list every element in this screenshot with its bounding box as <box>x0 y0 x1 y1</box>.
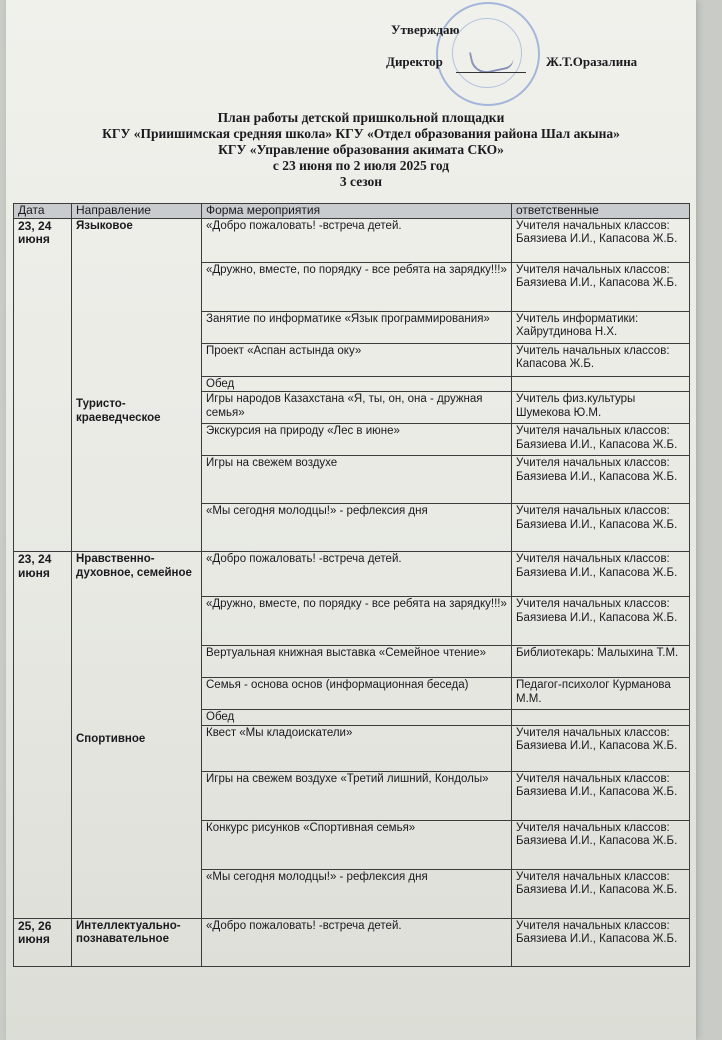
responsible-cell: Учителя начальных классов: Баязиева И.И., Капасова Ж.Б. <box>512 869 690 918</box>
responsible-cell: Учителя начальных классов: Баязиева И.И., Капасова Ж.Б. <box>512 725 690 771</box>
responsible-cell: Учителя начальных классов: Баязиева И.И., Капасова Ж.Б. <box>512 262 690 311</box>
signature-line <box>456 72 526 73</box>
header-date: Дата <box>14 204 72 219</box>
event-form-cell: «Добро пожаловать! -встреча детей. <box>202 218 512 262</box>
event-form-cell: «Дружно, вместе, по порядку - все ребята на зарядку!!!» <box>202 597 512 646</box>
header-form: Форма мероприятия <box>202 204 512 219</box>
event-form-cell: Семья - основа основ (информационная беседа) <box>202 678 512 710</box>
responsible-cell: Учителя начальных классов: Баязиева И.И., Капасова Ж.Б. <box>512 820 690 869</box>
director-label: Директор <box>386 54 443 69</box>
table-row <box>14 552 690 597</box>
event-form-cell: Конкурс рисунков «Спортивная семья» <box>202 820 512 869</box>
title-line-1: План работы детской пришкольной площадки <box>217 110 505 125</box>
responsible-cell: Учителя начальных классов: Баязиева И.И., Капасова Ж.Б. <box>512 771 690 820</box>
direction-cell <box>72 918 202 966</box>
table-header-row <box>14 204 690 219</box>
direction-cell <box>72 218 202 552</box>
date-cell: 23, 24 июня <box>14 552 72 919</box>
date-cell: 25, 26 июня <box>14 918 72 966</box>
responsible-cell <box>512 710 690 726</box>
event-form-cell: Занятие по информатике «Язык программирования» <box>202 311 512 343</box>
event-form-cell: Проект «Аспан астында оку» <box>202 343 512 376</box>
responsible-cell: Учитель информатики: Хайрутдинова Н.Х. <box>512 311 690 343</box>
event-form-cell: «Мы сегодня молодцы!» - рефлексия дня <box>202 869 512 918</box>
responsible-cell: Учителя начальных классов: Баязиева И.И., Капасова Ж.Б. <box>512 918 690 966</box>
event-form-cell: «Мы сегодня молодцы!» - рефлексия дня <box>202 504 512 552</box>
event-form-cell: Обед <box>202 376 512 392</box>
event-form-cell: «Дружно, вместе, по порядку - все ребята на зарядку!!!» <box>202 262 512 311</box>
responsible-cell: Учителя начальных классов: Баязиева И.И., Капасова Ж.Б. <box>512 424 690 456</box>
event-form-cell: «Добро пожаловать! -встреча детей. <box>202 918 512 966</box>
responsible-cell: Учителя начальных классов: Баязиева И.И., Капасова Ж.Б. <box>512 218 690 262</box>
responsible-cell: Учителя начальных классов: Баязиева И.И., Капасова Ж.Б. <box>512 552 690 597</box>
responsible-cell: Педагог-психолог Курманова М.М. <box>512 678 690 710</box>
direction-secondary: Спортивное <box>76 733 146 745</box>
responsible-cell: Учителя начальных классов: Баязиева И.И., Капасова Ж.Б. <box>512 504 690 552</box>
header-direction: Направление <box>72 204 202 219</box>
event-form-cell: Обед <box>202 710 512 726</box>
responsible-cell: Учитель начальных классов: Капасова Ж.Б. <box>512 343 690 376</box>
responsible-cell: Учитель физ.культуры Шумекова Ю.М. <box>512 392 690 424</box>
title-line-4: с 23 июня по 2 июля 2025 год <box>272 158 450 173</box>
responsible-cell: Учителя начальных классов: Баязиева И.И., Капасова Ж.Б. <box>512 597 690 646</box>
date-cell: 23, 24 июня <box>14 218 72 552</box>
director-name: Ж.Т.Оразалина <box>546 54 638 69</box>
responsible-cell: Библиотекарь: Малыхина Т.М. <box>512 646 690 678</box>
direction-primary: Языковое <box>76 219 133 232</box>
header-responsible: ответственные <box>512 204 690 219</box>
event-form-cell: Экскурсия на природу «Лес в июне» <box>202 424 512 456</box>
direction-cell <box>72 552 202 919</box>
direction-secondary: Туристо-краеведческое <box>76 398 161 424</box>
title-line-5: 3 сезон <box>339 174 383 189</box>
table-row <box>14 918 690 966</box>
event-form-cell: Вертуальная книжная выставка «Семейное чтение» <box>202 646 512 678</box>
responsible-cell: Учителя начальных классов: Баязиева И.И., Капасова Ж.Б. <box>512 456 690 504</box>
event-form-cell: Игры на свежем воздухе «Третий лишний, Кондолы» <box>202 771 512 820</box>
approval-label: Утверждаю <box>391 22 460 37</box>
event-form-cell: Игры народов Казахстана «Я, ты, он, она - дружная семья» <box>202 392 512 424</box>
title-line-3: КГУ «Управление образования акимата СКО» <box>218 142 504 157</box>
direction-primary: Интеллектуально-познавательное <box>76 919 181 945</box>
title-line-2: КГУ «Приишимская средняя школа» КГУ «Отдел образования района Шал акына» <box>102 126 620 141</box>
plan-table <box>13 203 690 967</box>
event-form-cell: Квест «Мы кладоискатели» <box>202 725 512 771</box>
table-row <box>14 218 690 262</box>
event-form-cell: Игры на свежем воздухе <box>202 456 512 504</box>
responsible-cell <box>512 376 690 392</box>
document-title <box>0 110 722 190</box>
direction-primary: Нравственно-духовное, семейное <box>76 553 192 579</box>
event-form-cell: «Добро пожаловать! -встреча детей. <box>202 552 512 597</box>
